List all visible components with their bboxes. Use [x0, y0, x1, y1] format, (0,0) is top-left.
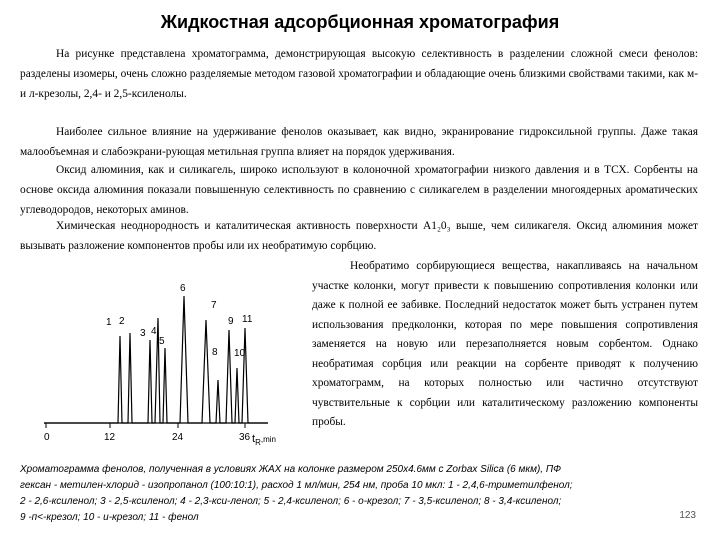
caption-line: 9 -п<-крезол; 10 - и-крезол; 11 - фенол [20, 512, 199, 523]
slide-title: Жидкостная адсорбционная хроматография [160, 12, 560, 32]
tick-label-36: 36 [239, 432, 251, 443]
paragraph-5: Необратимо сорбирующиеся вещества, накапливаясь на начальном участке колонки, могут привести к повышению сопротивления колонки или даже к полной ее забивке. Последний недостаток может быть устранен путем использования предколонки, которая по мере повышения сопротивления заменяется на новую или перезаполняется новым сорбентом. Однако необратимая сорбция или реакции на сорбенте приводят к получению хроматограмм, на которых полностью или частично отсутствуют чувствительные к сорбции или каталитическому разложению компоненты пробы. [312, 260, 698, 428]
tick-label-12: 12 [104, 432, 116, 443]
paragraph-4: Химическая неоднородность и каталитическая активность поверхности А1₂0₃ выше, чем силикагеля. Оксид алюминия может вызывать разложение компонентов пробы или их необратимую сорбцию. [20, 220, 698, 252]
peak-label-2: 2 [119, 316, 125, 327]
tick-label-0: 0 [44, 432, 50, 443]
peak-label-4: 4 [151, 326, 157, 337]
peak-label-8: 8 [212, 347, 218, 358]
figure-caption [20, 462, 700, 526]
peak-label-9: 9 [228, 316, 234, 327]
peak-label-7: 7 [211, 300, 217, 311]
peak-label-11: 11 [242, 314, 253, 325]
paragraph-2: Наиболее сильное влияние на удерживание фенолов оказывает, как видно, экранирование гидроксильной группы. Даже такая малообъемная и слабоэкрани-рующая метильная группа влияет на порядок удерживания. [20, 126, 698, 158]
peak-label-5: 5 [159, 336, 165, 347]
paragraph-3: Оксид алюминия, как и силикагель, широко используют в колоночной хроматографии низкого давления и в ТСХ. Сорбенты на основе оксида алюминия показали повышенную селективность по сравнению с силикагелем в разделении многоядерных ароматических углеводородов, некоторых аминов. [20, 164, 698, 216]
peak-label-10: 10 [234, 348, 246, 359]
page-number: 123 [679, 510, 696, 521]
peak-label-3: 3 [140, 328, 146, 339]
peak-label-1: 1 [106, 317, 112, 328]
chromatogram-trace [44, 296, 268, 423]
chromatogram-figure [30, 278, 300, 458]
caption-line: гексан - метилен-хлорид - изопропанол (100:10:1), расход 1 мл/мин, 254 нм, проба 10 мкл: 1 - 2,4,6-триметилфенол; [20, 480, 573, 491]
caption-line: 2 - 2,6-ксиленол; 3 - 2,5-ксиленол; 4 - 2,3-кси-ленол; 5 - 2,4-ксиленол; 6 - о-крезол; 7 - 3,5-ксиленол; 8 - 3,4-ксиленол; [20, 496, 562, 507]
paragraph-1: На рисунке представлена хроматограмма, демонстрирующая высокую селективность в разделении сложной смеси фенолов: разделены изомеры, очень сложно разделяемые методом газовой хроматографии и обладающие очень близкими свойствами такими, как м- и л-крезолы, 2,4- и 2,5-ксиленолы. [20, 48, 698, 100]
tick-label-24: 24 [172, 432, 184, 443]
peak-label-6: 6 [180, 283, 186, 294]
caption-line: Хроматограмма фенолов, полученная в условиях ЖАХ на колонке размером 250x4.6мм с Zorbax Silica (6 мкм), ПФ [20, 464, 562, 475]
axis-title: $t_R^{,min}$ [252, 433, 276, 447]
